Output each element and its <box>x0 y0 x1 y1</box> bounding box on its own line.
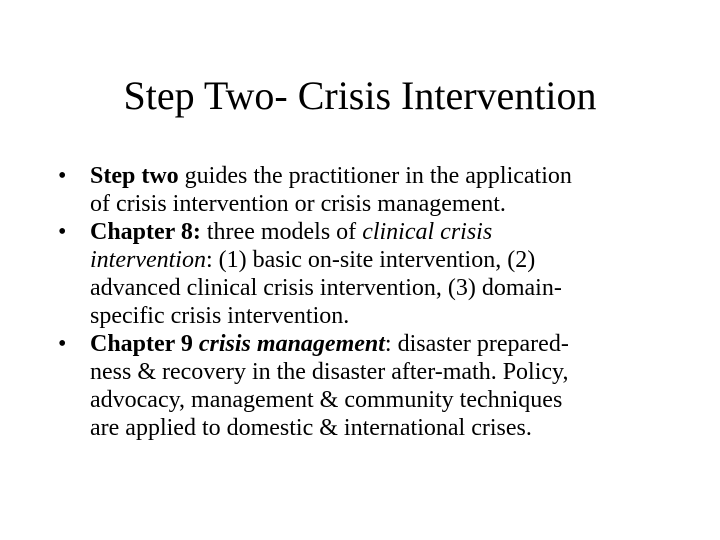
bullet-item <box>58 330 698 442</box>
text-run: guides the practitioner in the application <box>178 163 572 189</box>
text-run: specific crisis intervention. <box>90 303 350 329</box>
text-run: Step two <box>90 163 179 189</box>
text-run: clinical crisis <box>362 219 493 245</box>
bullet-line <box>90 358 698 386</box>
slide-title: Step Two- Crisis Intervention <box>123 73 597 118</box>
bullet-line <box>90 190 698 218</box>
bullet-item <box>58 218 698 330</box>
text-run: are applied to domestic & international crises. <box>90 415 532 441</box>
text-run: three models of <box>200 219 363 245</box>
text-run: advanced clinical crisis intervention, (3) domain- <box>90 275 562 301</box>
bullet-dot-icon: • <box>58 163 67 189</box>
bullet-line <box>90 414 698 442</box>
bullet-dot-icon: • <box>58 219 67 245</box>
text-run: : (1) basic on-site intervention, (2) <box>205 247 536 273</box>
bullet-line <box>90 302 698 330</box>
bullet-dot-icon: • <box>58 331 67 357</box>
text-run: of crisis intervention or crisis management. <box>90 191 506 217</box>
text-run: Chapter 8: <box>90 219 201 245</box>
bullet-line <box>90 330 698 358</box>
bullet-list <box>58 162 698 442</box>
bullet-line <box>90 386 698 414</box>
bullet-item <box>58 162 698 218</box>
bullet-line <box>90 274 698 302</box>
text-run: advocacy, management & community techniques <box>90 387 563 413</box>
bullet-line <box>90 246 698 274</box>
bullet-line <box>90 218 698 246</box>
bullet-line <box>90 162 698 190</box>
text-run: ness & recovery in the disaster after-math. Policy, <box>90 359 569 385</box>
text-run: intervention <box>90 247 206 273</box>
text-run: crisis management <box>198 331 385 357</box>
text-run: : disaster prepared- <box>384 331 569 357</box>
text-run: Chapter 9 <box>90 331 199 357</box>
